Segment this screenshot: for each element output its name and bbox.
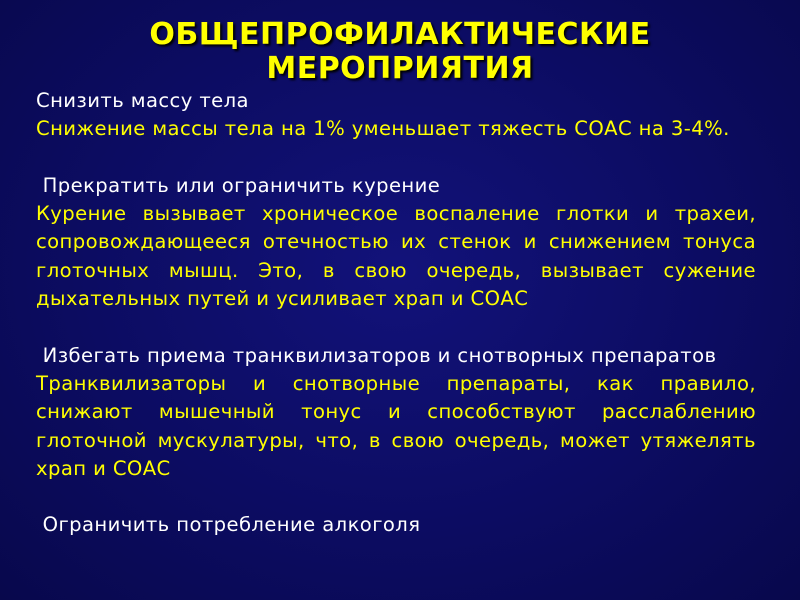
section-text: Снижение массы тела на 1% уменьшает тяжесть СОАС на 3-4%. xyxy=(36,117,730,141)
section-sedatives xyxy=(36,342,756,483)
section-heading: Прекратить или ограничить курение xyxy=(36,173,441,197)
section-heading: Избегать приема транквилизаторов и снотворных препаратов xyxy=(36,343,717,367)
section-alcohol xyxy=(36,511,756,539)
slide-title xyxy=(0,18,800,86)
section-text: Курение вызывает хроническое воспаление глотки и трахеи, сопровождающееся отечностью их стенок и снижением тонуса глоточных мышц. Это, в свою очередь, вызывает сужение дыхательных путей и усиливает храп и СОАС xyxy=(36,202,756,311)
slide-title-line-2: МЕРОПРИЯТИЯ xyxy=(266,51,534,86)
section-spacer xyxy=(36,313,756,341)
section-heading: Снизить массу тела xyxy=(36,89,249,112)
section-spacer xyxy=(36,483,756,511)
slide-title-line-1: ОБЩЕПРОФИЛАКТИЧЕСКИЕ xyxy=(149,17,651,52)
section-weight xyxy=(36,87,756,144)
slide-body xyxy=(36,87,756,540)
section-heading: Ограничить потребление алкоголя xyxy=(36,513,421,537)
section-text: Транквилизаторы и снотворные препараты, как правило, снижают мышечный тонус и способствуют расслаблению глоточной мускулатуры, что, в свою очередь, может утяжелять храп и СОАС xyxy=(36,371,756,480)
section-spacer xyxy=(36,144,756,172)
section-smoking xyxy=(36,172,756,313)
